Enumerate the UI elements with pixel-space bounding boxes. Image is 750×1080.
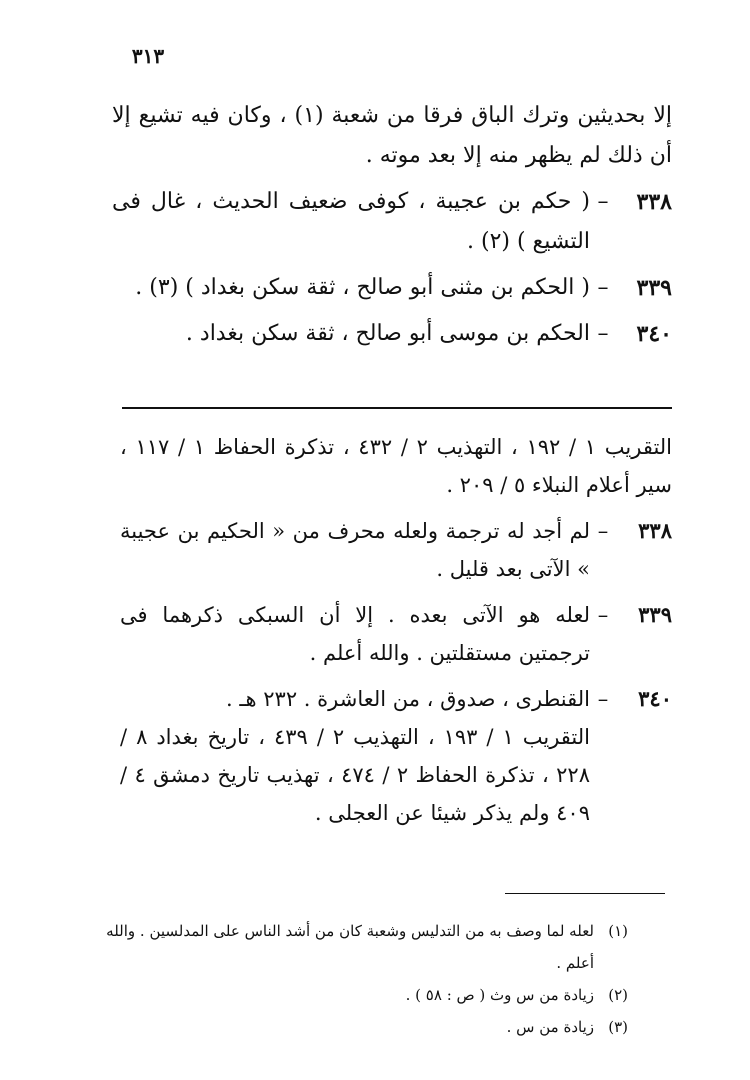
- note-text-block: [120, 680, 590, 832]
- note-text: لم أجد له ترجمة ولعله محرف من « الحكيم بن عجيبة » الآتى بعد قليل .: [120, 519, 590, 581]
- footnote-text: زيادة من س .: [506, 1018, 594, 1036]
- entry-339: [112, 268, 672, 308]
- note-number: ٣٣٩: [638, 602, 672, 627]
- entry-number: ٣٣٨: [636, 189, 672, 215]
- note-number: ٣٣٨: [638, 518, 672, 543]
- note-text: لعله هو الآتى بعده . إلا أن السبكى ذكرهما فى ترجمتين مستقلتين . والله أعلم .: [120, 603, 590, 665]
- editor-notes: [120, 428, 672, 832]
- footnote-divider: [505, 893, 665, 894]
- entry-number: ٣٤٠: [636, 321, 672, 347]
- note-338: [120, 512, 672, 588]
- main-text: [112, 96, 672, 354]
- note-number: ٣٤٠: [638, 686, 672, 711]
- footnote-text: لعله لما وصف به من التدليس وشعبة كان من أشد الناس على المدلسين . والله أعلم .: [106, 922, 594, 972]
- entry-text: ( الحكم بن مثنى أبو صالح ، ثقة سكن بغداد ) (٣) .: [135, 275, 590, 300]
- notes-divider: [122, 407, 672, 409]
- notes-continuation: التقريب ١ / ١٩٢ ، التهذيب ٢ / ٤٣٢ ، تذكرة الحفاظ ١ / ١١٧ ، سير أعلام النبلاء ٥ / ٢٠٩ .: [120, 435, 673, 497]
- note-text: القنطرى ، صدوق ، من العاشرة . ٢٣٢ هـ .: [226, 687, 590, 711]
- entry-dash: –: [597, 321, 609, 346]
- footnote-marker: (٢): [608, 986, 628, 1004]
- note-text-references: التقريب ١ / ١٩٣ ، التهذيب ٢ / ٤٣٩ ، تاريخ بغداد ٨ / ٢٢٨ ، تذكرة الحفاظ ٢ / ٤٧٤ ، تهذيب تاريخ دمشق ٤ / ٤٠٩ ولم يذكر شيئا عن العجلى .: [120, 725, 590, 825]
- footnote-text: زيادة من س وث ( ص : ٥٨ ) .: [405, 986, 594, 1004]
- footnote-3: [100, 1011, 628, 1043]
- footnote-marker: (٣): [608, 1018, 628, 1036]
- note-dash: –: [597, 603, 609, 627]
- page-number: ٣١٣: [131, 44, 165, 68]
- note-dash: –: [597, 687, 609, 711]
- entry-338: [112, 182, 672, 262]
- intro-paragraph: إلا بحديثين وترك الباق فرقا من شعبة (١) ، وكان فيه تشيع إلا أن ذلك لم يظهر منه إلا بعد موته .: [112, 103, 672, 168]
- footnote-marker: (١): [608, 922, 628, 940]
- entry-dash: –: [597, 189, 609, 214]
- footnotes: [100, 915, 628, 1043]
- note-340: [120, 680, 672, 832]
- entry-dash: –: [597, 275, 609, 300]
- entry-text: ( حكم بن عجيبة ، كوفى ضعيف الحديث ، غال فى التشيع ) (٢) .: [112, 189, 590, 254]
- entry-number: ٣٣٩: [636, 275, 672, 301]
- footnote-2: [100, 979, 628, 1011]
- entry-text: الحكم بن موسى أبو صالح ، ثقة سكن بغداد .: [185, 321, 590, 346]
- entry-340: [112, 314, 672, 354]
- note-339: [120, 596, 672, 672]
- footnote-1: [100, 915, 628, 979]
- note-dash: –: [597, 519, 609, 543]
